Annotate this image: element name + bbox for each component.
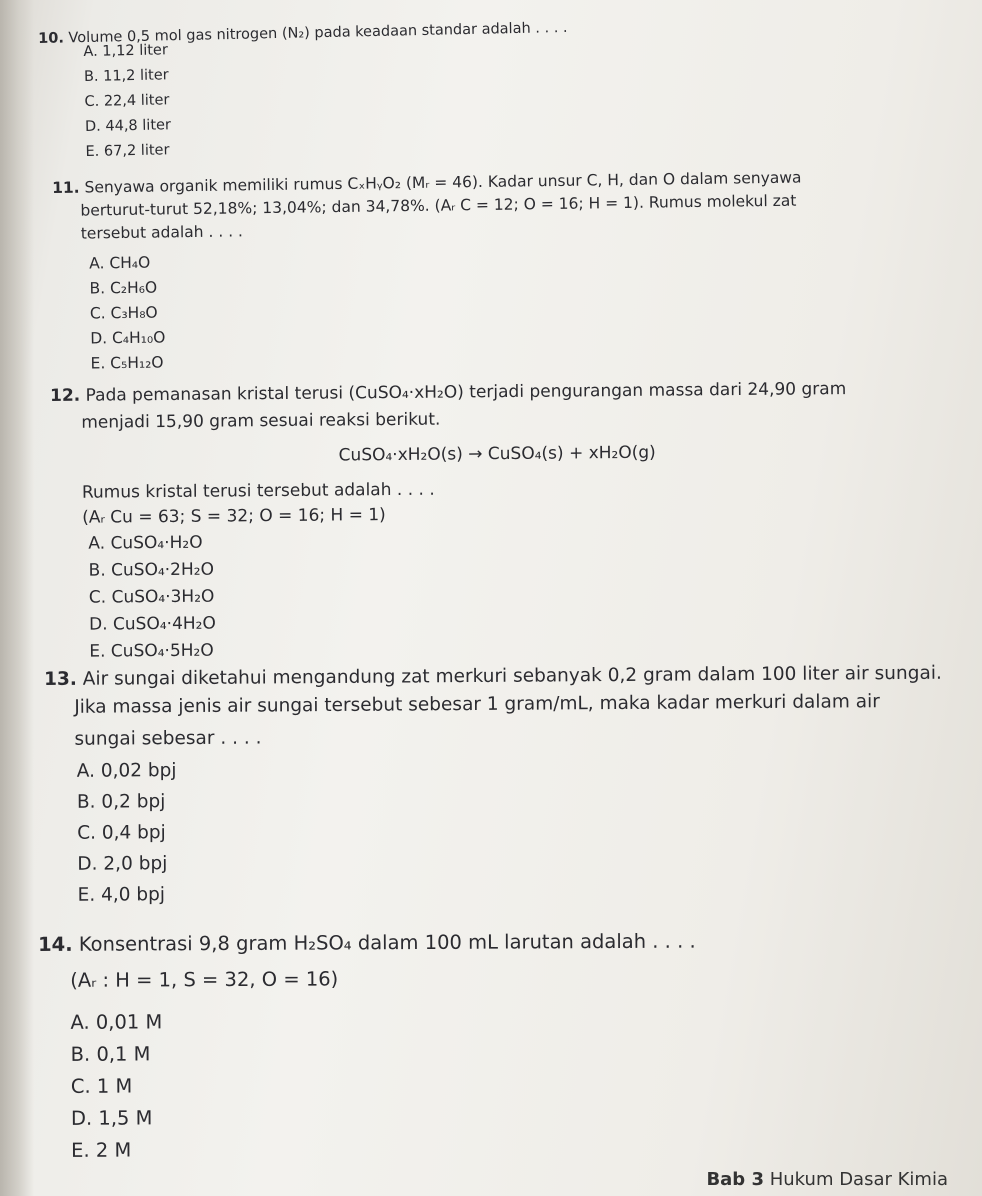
question-number: 13. xyxy=(44,668,77,690)
atomic-mass-info: (Aᵣ : H = 1, S = 32, O = 16) xyxy=(70,967,339,992)
option-c[interactable]: C. 1 M xyxy=(70,1074,133,1098)
question-stem-line-1: Pada pemanasan kristal terusi (CuSO₄·xH₂O) terjadi pengurangan massa dari 24,90 gram xyxy=(85,379,847,406)
option-e[interactable]: E. C₅H₁₂O xyxy=(90,353,164,373)
atomic-mass-info: (Aᵣ Cu = 63; S = 32; O = 16; H = 1) xyxy=(82,505,386,528)
question-stem-line-3: tersebut adalah . . . . xyxy=(80,222,244,243)
option-b[interactable]: B. 0,1 M xyxy=(70,1042,151,1066)
reaction-equation: CuSO₄·xH₂O(s) → CuSO₄(s) + xH₂O(g) xyxy=(338,442,656,466)
chapter-footer xyxy=(706,1169,948,1190)
option-c[interactable]: C. CuSO₄·3H₂O xyxy=(88,586,215,608)
option-b[interactable]: B. 0,2 bpj xyxy=(76,791,166,813)
question-stem-line-3: Rumus kristal terusi tersebut adalah . . . . xyxy=(81,479,435,503)
option-c[interactable]: C. 0,4 bpj xyxy=(77,822,166,844)
question-number: 10. xyxy=(38,30,65,47)
option-a[interactable]: A. CH₄O xyxy=(89,253,151,273)
question-stem-line-1: Senyawa organik memiliki rumus CₓHᵧO₂ (Mᵣ = 46). Kadar unsur C, H, dan O dalam senyawa xyxy=(84,168,802,197)
question-number: 14. xyxy=(38,932,73,956)
option-b[interactable]: B. CuSO₄·2H₂O xyxy=(88,559,215,581)
option-b[interactable]: B. 11,2 liter xyxy=(83,67,169,86)
option-e[interactable]: E. 2 M xyxy=(71,1138,132,1162)
option-d[interactable]: D. 1,5 M xyxy=(70,1106,153,1130)
option-a[interactable]: A. 0,02 bpj xyxy=(76,760,177,782)
question-stem: Volume 0,5 mol gas nitrogen (N₂) pada keadaan standar adalah . . . . xyxy=(68,19,568,47)
question-number: 12. xyxy=(50,385,81,406)
option-a[interactable]: A. 0,01 M xyxy=(70,1010,163,1034)
question-stem-line-1: Konsentrasi 9,8 gram H₂SO₄ dalam 100 mL larutan adalah . . . . xyxy=(78,929,696,956)
option-e[interactable]: E. CuSO₄·5H₂O xyxy=(89,640,214,662)
option-c[interactable]: C. 22,4 liter xyxy=(84,92,170,111)
question-stem-line-2: Jika massa jenis air sungai tersebut sebesar 1 gram/mL, maka kadar merkuri dalam air xyxy=(74,691,880,718)
question-stem-line-1: Air sungai diketahui mengandung zat merkuri sebanyak 0,2 gram dalam 100 liter air sungai. xyxy=(82,662,942,690)
option-c[interactable]: C. C₃H₈O xyxy=(89,303,158,323)
option-e[interactable]: E. 67,2 liter xyxy=(85,142,170,161)
question-stem-line-3: sungai sebesar . . . . xyxy=(74,727,262,750)
option-d[interactable]: D. C₄H₁₀O xyxy=(90,328,166,348)
option-a[interactable]: A. CuSO₄·H₂O xyxy=(88,532,203,554)
option-d[interactable]: D. 44,8 liter xyxy=(84,117,172,136)
option-b[interactable]: B. C₂H₆O xyxy=(89,278,158,298)
question-stem-line-2: berturut-turut 52,18%; 13,04%; dan 34,78%. (Aᵣ C = 12; O = 16; H = 1). Rumus molekul zat xyxy=(80,191,797,220)
chapter-number: Bab 3 xyxy=(706,1169,764,1190)
option-e[interactable]: E. 4,0 bpj xyxy=(77,884,166,906)
page-binding-shadow xyxy=(0,0,34,1196)
question-stem-line-2: menjadi 15,90 gram sesuai reaksi berikut. xyxy=(81,409,441,433)
option-a[interactable]: A. 1,12 liter xyxy=(83,42,169,61)
chapter-title: Hukum Dasar Kimia xyxy=(769,1169,948,1190)
option-d[interactable]: D. 2,0 bpj xyxy=(77,853,168,875)
option-d[interactable]: D. CuSO₄·4H₂O xyxy=(89,613,216,635)
question-number: 11. xyxy=(52,178,80,197)
